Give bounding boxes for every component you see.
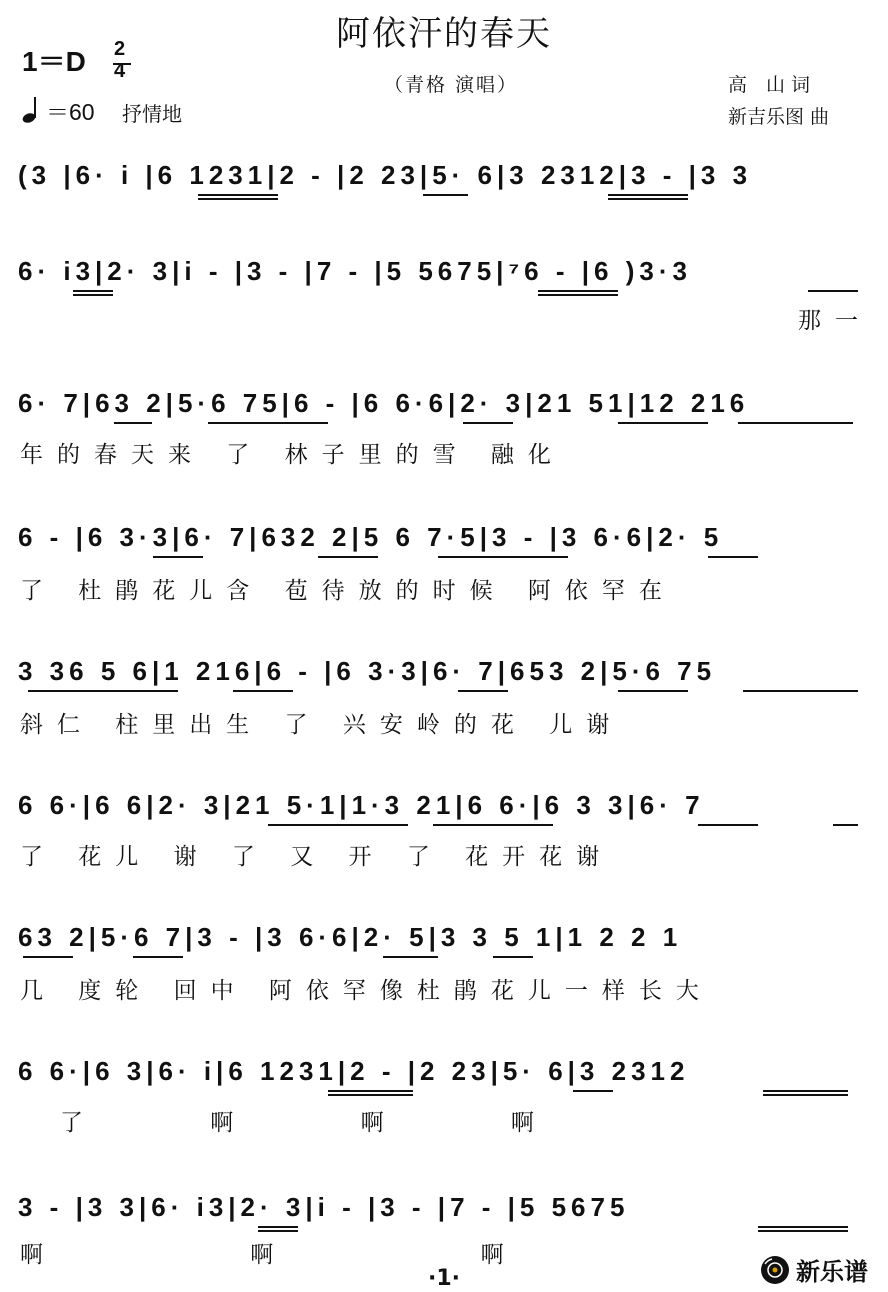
site-logo[interactable] <box>760 1252 868 1287</box>
lyric-line: 年的春天来 了 林子里的雪 融化 <box>20 442 565 468</box>
composer-credit: 新吉乐图 曲 <box>728 106 830 128</box>
expression-marking: 抒情地 <box>122 102 182 126</box>
notation-line: 3 - |3 3|6· i3|2· 3|i - |3 - |7 - |5 5675 <box>18 1192 630 1222</box>
lyricist-credit: 高 山 词 <box>728 74 811 96</box>
notation-line: 6· i3|2· 3|i - |3 - |7 - |5 5675|⁷6 - |6 )3·3 <box>18 256 692 286</box>
key-signature: 1＝D <box>22 46 86 77</box>
page-title: 阿依汗的春天 <box>336 14 552 54</box>
logo-text: 新乐谱 <box>796 1258 868 1286</box>
notation-line: 63 2|5·6 7|3 - |3 6·6|2· 5|3 3 5 1|1 2 2 1 <box>18 922 683 952</box>
lyric-line: 几 度轮 回中 阿依罕像杜鹃花儿一样长大 <box>20 978 713 1004</box>
notation-line: 6 - |6 3·3|6· 7|632 2|5 6 7·5|3 - |3 6·6|2· 5 <box>18 522 724 552</box>
page-number: ·1· <box>427 1266 461 1291</box>
notation-line: (3 |6· i |6 1231|2 - |2 23|5· 6|3 2312|3 - |3 3 <box>18 160 753 190</box>
lyric-line: 那一 <box>798 308 872 334</box>
tempo-marking: ＝60 <box>46 99 95 125</box>
record-icon <box>760 1255 790 1285</box>
notation-line: 3 36 5 6|1 216|6 - |6 3·3|6· 7|653 2|5·6 75 <box>18 656 717 686</box>
singer-credit: （青格 演唱） <box>384 74 519 96</box>
notation-line: 6 6·|6 6|2· 3|21 5·1|1·3 21|6 6·|6 3 3|6· 7 <box>18 790 705 820</box>
lyric-line: 斜仁 柱里出生 了 兴安岭的花 儿谢 <box>20 712 624 738</box>
lyric-line: 了 花儿 谢 了 又 开 了 花开花谢 <box>20 844 614 870</box>
lyric-line: 了 啊 啊 啊 <box>60 1110 594 1136</box>
notation-line: 6 6·|6 3|6· i|6 1231|2 - |2 23|5· 6|3 2312 <box>18 1056 690 1086</box>
lyric-line: 了 杜鹃花儿含 苞待放的时候 阿依罕在 <box>20 578 676 604</box>
lyric-line: 啊 啊 啊 <box>20 1242 604 1268</box>
notation-line: 6· 7|63 2|5·6 75|6 - |6 6·6|2· 3|21 51|12 216 <box>18 388 750 418</box>
time-signature-bottom: 4 <box>114 60 126 82</box>
time-signature-top: 2 <box>114 38 126 60</box>
quarter-note-icon <box>22 96 42 128</box>
